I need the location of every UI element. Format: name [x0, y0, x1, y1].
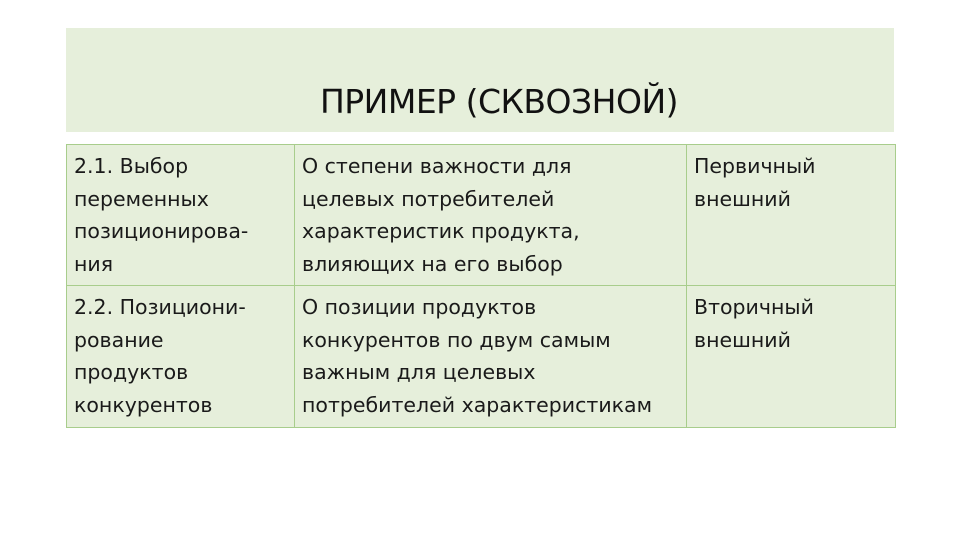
table-row: [67, 286, 896, 428]
table-row: [67, 145, 896, 286]
source-cell: Вторичный внешний: [687, 286, 896, 428]
source-cell: Первичный внешний: [687, 145, 896, 286]
description-cell: О позиции продуктов конкурентов по двум самым важным для целевых потребителей характеристикам: [295, 286, 687, 428]
description-cell: О степени важности для целевых потребителей характеристик продукта, влияющих на его выбор: [295, 145, 687, 286]
slide-title: ПРИМЕР (СКВОЗНОЙ): [319, 82, 679, 121]
step-cell: 2.1. Выбор переменных позиционирова- ния: [67, 145, 295, 286]
step-cell: 2.2. Позициони- рование продуктов конкурентов: [67, 286, 295, 428]
content-table: [66, 144, 896, 428]
title-band: [66, 28, 894, 132]
